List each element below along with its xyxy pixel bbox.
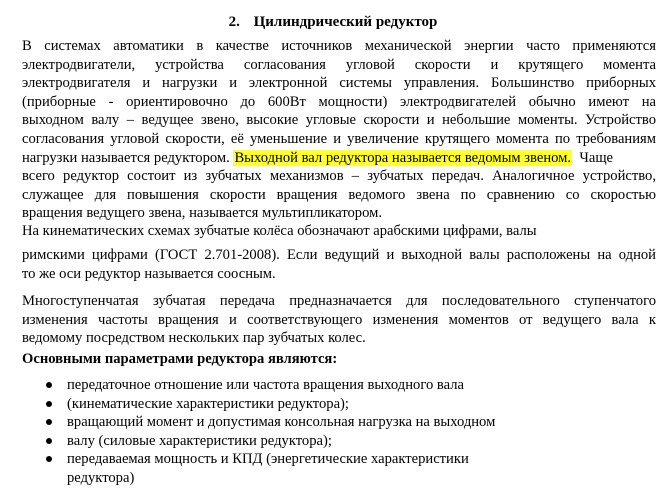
- parameters-heading: [22, 350, 656, 369]
- parameters-list: [22, 376, 656, 488]
- text-after-highlight: Чаще: [572, 149, 614, 166]
- list-item-text: редуктора): [67, 469, 135, 486]
- text-line: ведомому посредством нескольких пар зубчатых колес.: [22, 330, 366, 347]
- bullet-icon: [46, 382, 52, 388]
- list-item: [22, 450, 656, 469]
- bullet-icon: [46, 401, 52, 407]
- text-line: то же оси редуктор называется соосным.: [22, 265, 276, 282]
- paragraph-intro: [22, 37, 656, 223]
- paragraph-multistage: [22, 292, 656, 348]
- list-item-text: передаваемая мощность и КПД (энергетические характеристики: [67, 451, 469, 468]
- text-line: выходном валу – ведущее звено, высокие угловые скорости и небольшие моменты. Устройство: [22, 112, 656, 129]
- list-item: [22, 395, 656, 414]
- text-line: служащее для повышения скорости вращения ведомого звена по сравнению со скоростью: [22, 186, 656, 203]
- text-line: В системах автоматики в качестве источников механической энергии часто применяются: [22, 38, 656, 54]
- section-number: 2.: [228, 14, 240, 30]
- list-item-text: передаточное отношение или частота вращения выходного вала: [67, 377, 464, 393]
- bullet-icon: [46, 438, 52, 444]
- bullet-icon: [46, 419, 52, 425]
- list-item-text: валу (силовые характеристики редуктора);: [67, 432, 332, 449]
- list-item: [22, 432, 656, 451]
- section-title: Цилиндрический редуктор: [253, 14, 438, 30]
- paragraph-kinematic-cont: [22, 246, 656, 283]
- text-line: (приборные - ориентировочно до 600Вт мощности) электродвигателей обычно имеют на: [22, 93, 656, 110]
- text-line: согласования угловой скорости, её уменьшение и увеличение крутящего момента по требованиям: [22, 130, 656, 147]
- text-line: римскими цифрами (ГОСТ 2.701-2008). Если ведущий и выходной валы расположены на одной: [22, 247, 656, 263]
- list-item: [22, 469, 656, 488]
- text-line: На кинематических схемах зубчатые колёса обозначают арабскими цифрами, валы: [22, 223, 537, 239]
- text-line: электродвигателя и нагрузки и электронной системы управления. Большинство приборных: [22, 75, 656, 92]
- paragraph-kinematic: [22, 222, 656, 241]
- section-heading: [0, 13, 666, 32]
- list-item-text: вращающий момент и допустимая консольная нагрузка на выходном: [67, 414, 496, 431]
- text-line-highlighted: [22, 149, 656, 168]
- text-before-highlight: нагрузки называется редуктором.: [22, 149, 234, 166]
- text-line: электродвигатели, устройства согласования угловой скорости и крутящего момента: [22, 56, 656, 73]
- parameters-heading-text: Основными параметрами редуктора являются:: [22, 351, 338, 367]
- highlighted-sentence: Выходной вал редуктора называется ведомым звеном.: [234, 149, 572, 166]
- text-line: всего редуктор состоит из зубчатых механизмов – зубчатых передач. Аналогичное устройство,: [22, 168, 656, 185]
- text-line: вращения ведущего звена, называется мультипликатором.: [22, 205, 383, 222]
- bullet-icon: [46, 456, 52, 462]
- list-item-text: (кинематические характеристики редуктора);: [67, 395, 349, 412]
- list-item: [22, 413, 656, 432]
- text-line: изменения частоты вращения и соответствующего изменения моментов от ведущего вала к: [22, 311, 656, 328]
- list-item: [22, 376, 656, 395]
- text-line: Многоступенчатая зубчатая передача предназначается для последовательного ступенчатого: [22, 293, 656, 309]
